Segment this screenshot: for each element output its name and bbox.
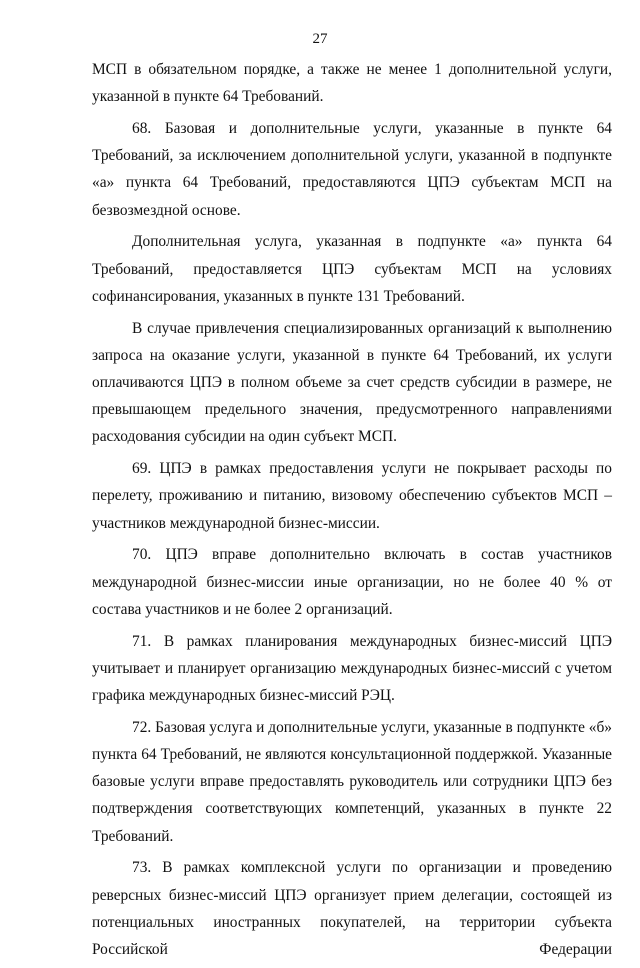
paragraph-continuation: МСП в обязательном порядке, а также не менее 1 дополнительной услуги, указанной в пункте 64 Требований. — [92, 61, 612, 106]
paragraph-71: 71. В рамках планирования международных бизнес-миссий ЦПЭ учитывает и планирует организацию международных бизнес-миссий с учетом графика международных бизнес-миссий РЭЦ. — [92, 632, 612, 705]
paragraph-68: 68. Базовая и дополнительные услуги, указанные в пункте 64 Требований, за исключением дополнительной услуги, указанной в подпункте «а» пункта 64 Требований, предоставляются ЦПЭ субъектам МСП на безвозмездной основе. — [92, 120, 612, 219]
paragraph-69: 69. ЦПЭ в рамках предоставления услуги не покрывает расходы по перелету, проживанию и питанию, визовому обеспечению субъектов МСП – участников международной бизнес-миссии. — [92, 460, 612, 532]
page-number: 27 — [312, 31, 328, 47]
paragraph-68-additional-service: Дополнительная услуга, указанная в подпункте «а» пункта 64 Требований, предоставляется ЦПЭ субъектам МСП на условиях софинансирования, указанных в пункте 131 Требований. — [92, 233, 612, 305]
document-body — [92, 56, 612, 968]
paragraph-73: 73. В рамках комплексной услуги по организации и проведению реверсных бизнес-миссий ЦПЭ организует прием делегации, состоящей из потенциальных иностранных покупателей, на территории субъекта Российской Федерации — [92, 859, 612, 959]
paragraph-70: 70. ЦПЭ вправе дополнительно включать в состав участников международной бизнес-миссии иные организации, но не более 40 % от состава участников и не более 2 организаций. — [92, 546, 612, 618]
paragraph-68-specialized-organizations: В случае привлечения специализированных организаций к выполнению запроса на оказание услуги, указанной в пункте 64 Требований, их услуги оплачиваются ЦПЭ в полном объеме за счет средств субсидии в размере, не превышающем предельного значения, предусмотренного направлениями расходования субсидии на один субъект МСП. — [92, 319, 612, 446]
paragraph-72: 72. Базовая услуга и дополнительные услуги, указанные в подпункте «б» пункта 64 Требований, не являются консультационной поддержкой. Указанные базовые услуги вправе предоставлять руководитель или сотрудники ЦПЭ без подтверждения соответствующих компетенций, указанных в пункте 22 Требований. — [92, 718, 612, 845]
